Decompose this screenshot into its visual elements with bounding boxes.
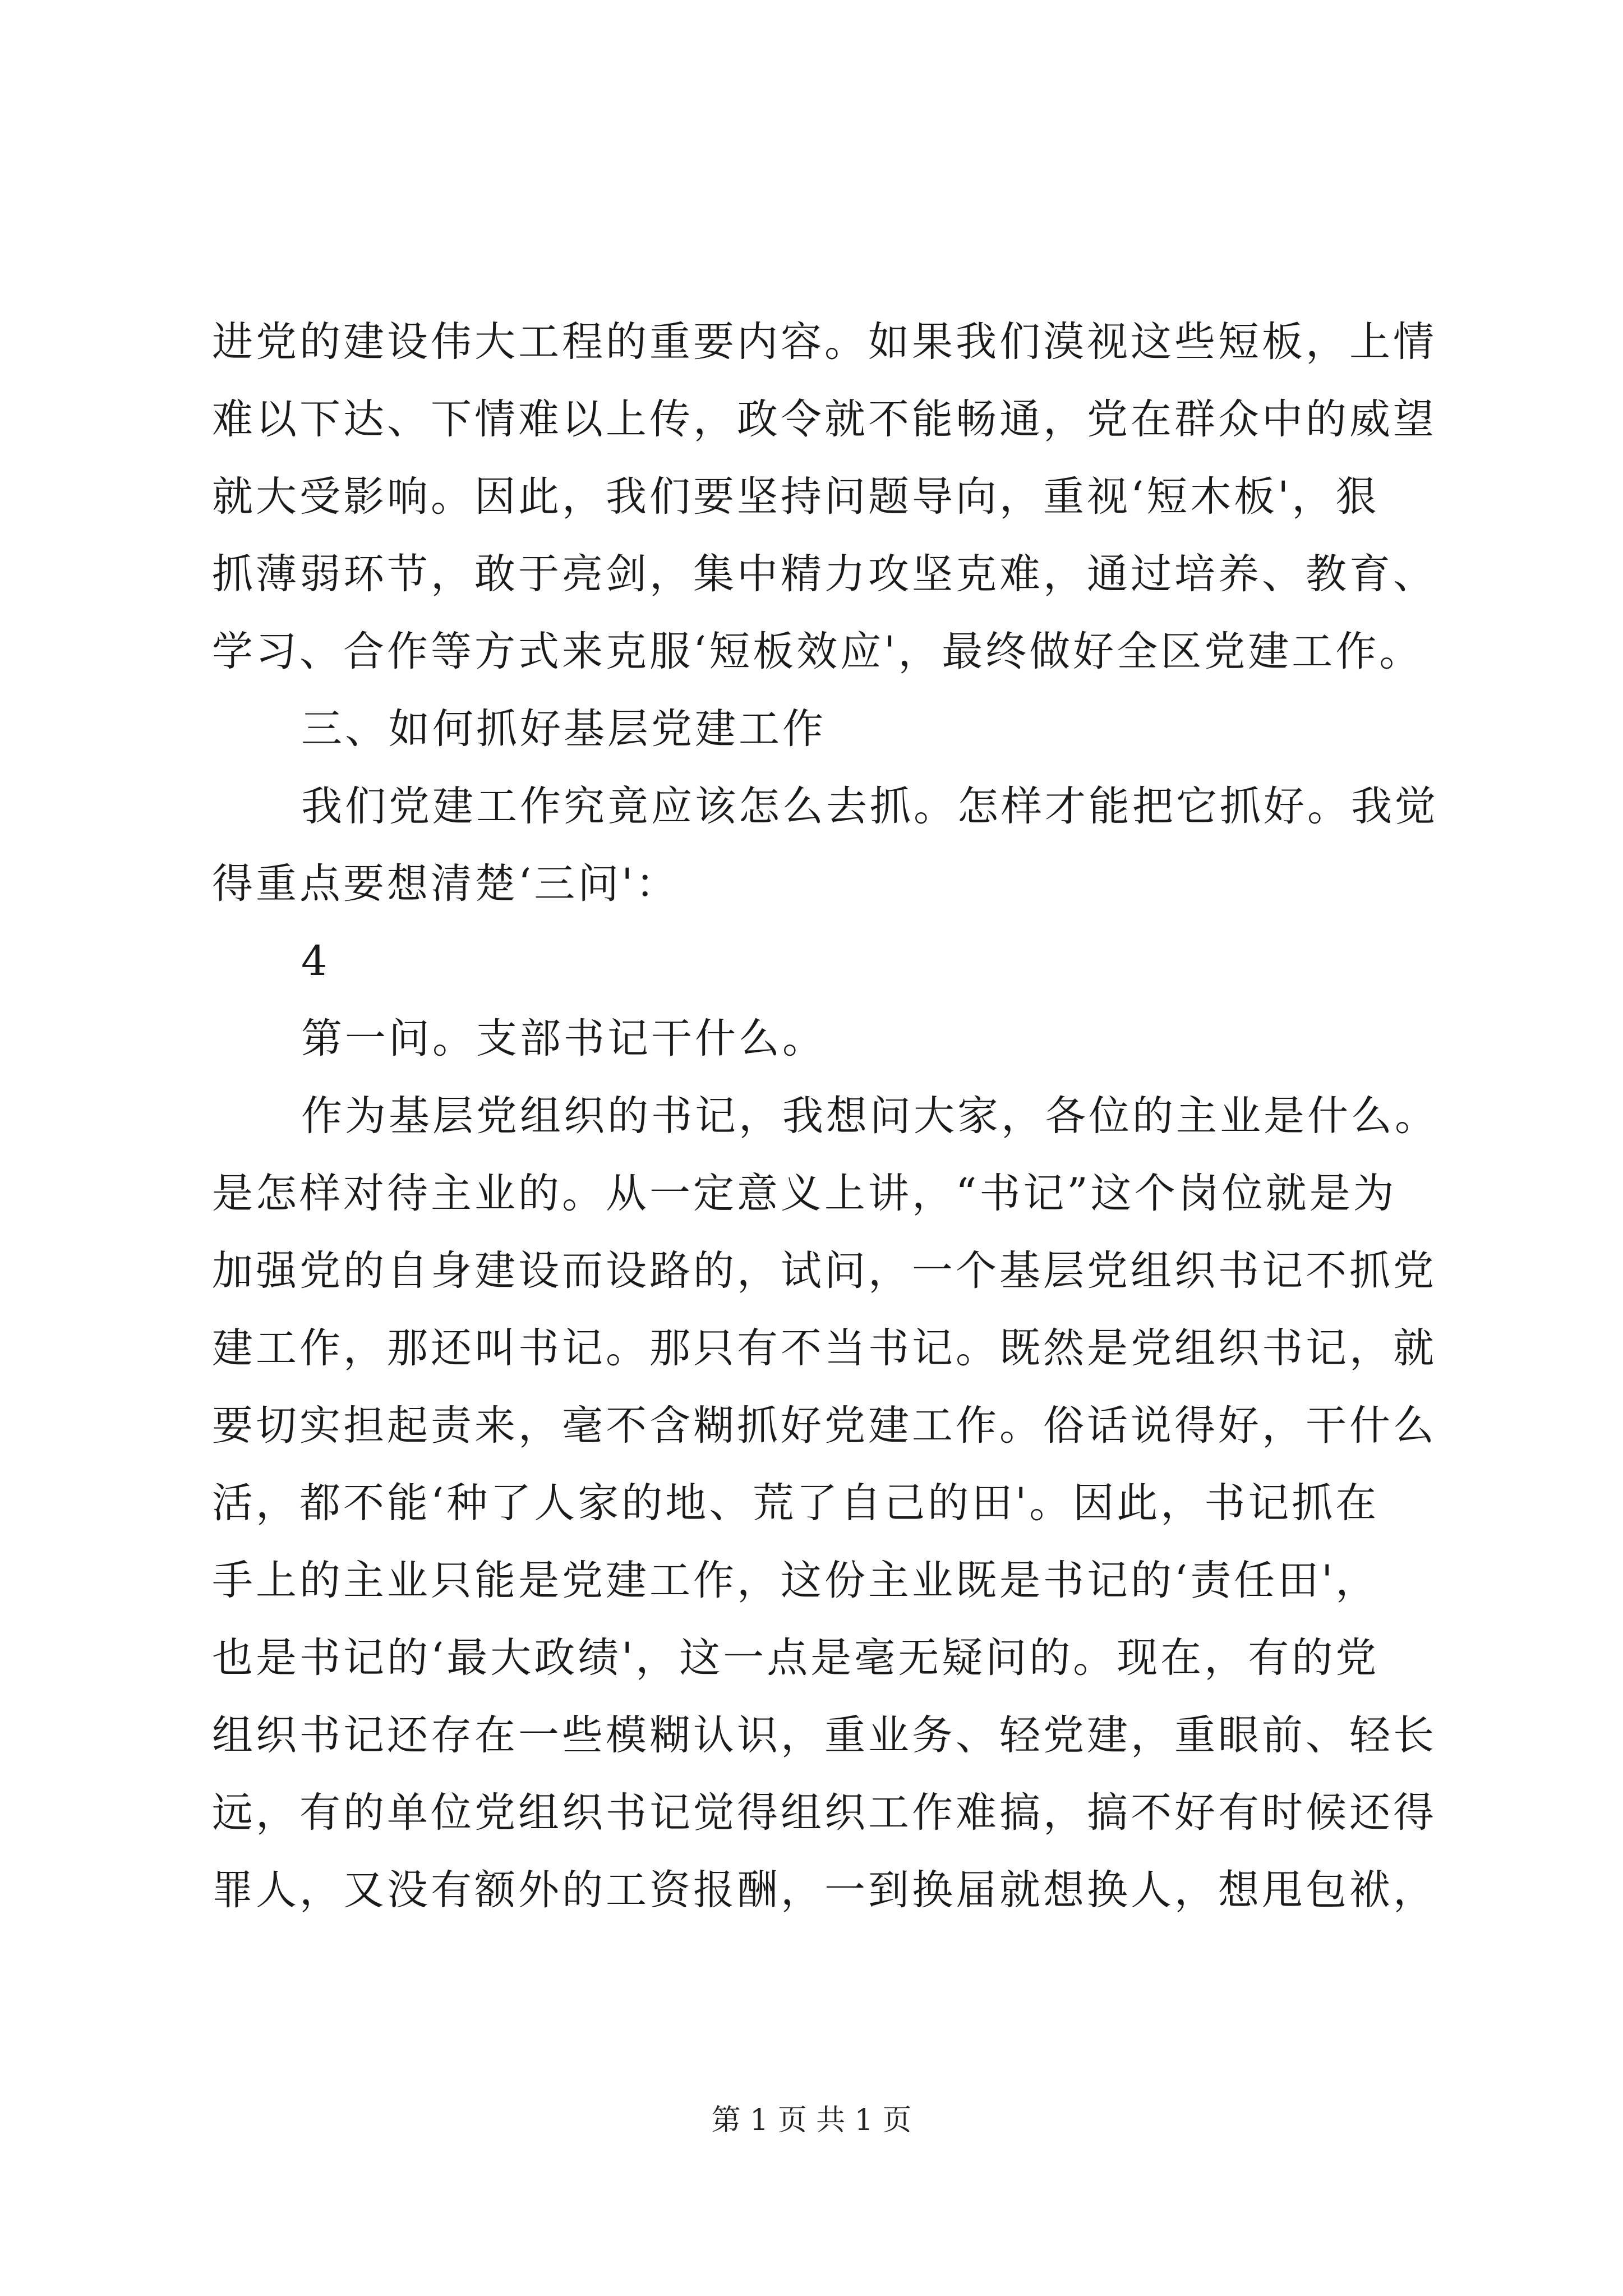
section-heading [0, 696, 1623, 763]
text-line [0, 1315, 1623, 1382]
line-text: 手上的主业只能是党建工作，这份主业既是书记的‘责任田'， [212, 1557, 1380, 1604]
line-text: 要切实担起责来，毫不含糊抓好党建工作。俗话说得好，干什么 [212, 1402, 1437, 1450]
text-line [0, 1470, 1623, 1537]
line-text: 我们党建工作究竟应该怎么去抓。怎样才能把它抓好。我觉 [301, 783, 1438, 830]
text-line [0, 309, 1623, 376]
line-text: 加强党的自身建设而设路的，试问，一个基层党组织书记不抓党 [212, 1247, 1437, 1295]
text-line [0, 618, 1623, 685]
text-line [0, 1547, 1623, 1614]
line-text: 第一问。支部书记干什么。 [301, 1015, 826, 1062]
text-line [0, 1702, 1623, 1769]
text-line [0, 386, 1623, 453]
line-text: 4 [301, 937, 330, 985]
line-text: 难以下达、下情难以上传，政令就不能畅通，党在群众中的威望 [212, 395, 1437, 443]
line-text: 三、如何抓好基层党建工作 [301, 705, 826, 753]
line-text: 进党的建设伟大工程的重要内容。如果我们漠视这些短板，上情 [212, 318, 1437, 366]
line-text: 抓薄弱环节，敢于亮剑，集中精力攻坚克难，通过培养、教育、 [212, 550, 1437, 598]
text-line [0, 928, 1623, 995]
line-text: 是怎样对待主业的。从一定意义上讲，“书记”这个岗位就是为 [212, 1170, 1397, 1217]
line-text: 远，有的单位党组织书记觉得组织工作难搞，搞不好有时候还得 [212, 1789, 1437, 1837]
text-line [0, 1779, 1623, 1847]
text-line [0, 541, 1623, 608]
subheading [0, 1005, 1623, 1073]
text-line [0, 463, 1623, 531]
text-line [0, 773, 1623, 840]
line-text: 就大受影响。因此，我们要坚持问题导向，重视‘短木板'，狠 [212, 473, 1380, 521]
page-footer: 第 1 页 共 1 页 [711, 2104, 912, 2137]
text-line [0, 1625, 1623, 1692]
text-line [0, 1392, 1623, 1460]
line-text: 建工作，那还叫书记。那只有不当书记。既然是党组织书记，就 [212, 1324, 1437, 1372]
text-line [0, 1083, 1623, 1150]
text-line [0, 1857, 1623, 1924]
line-text: 也是书记的‘最大政绩'，这一点是毫无疑问的。现在，有的党 [212, 1634, 1380, 1682]
text-line [0, 1237, 1623, 1305]
line-text: 作为基层党组织的书记，我想问大家，各位的主业是什么。 [301, 1092, 1438, 1140]
line-text: 活，都不能‘种了人家的地、荒了自己的田'。因此，书记抓在 [212, 1479, 1380, 1527]
line-text: 得重点要想清楚‘三问'： [212, 860, 680, 908]
text-line [0, 850, 1623, 918]
line-text: 罪人，又没有额外的工资报酬，一到换届就想换人，想甩包袱， [212, 1866, 1437, 1914]
line-text: 学习、合作等方式来克服‘短板效应'，最终做好全区党建工作。 [212, 628, 1423, 675]
line-text: 组织书记还存在一些模糊认识，重业务、轻党建，重眼前、轻长 [212, 1711, 1437, 1759]
text-line [0, 1160, 1623, 1227]
